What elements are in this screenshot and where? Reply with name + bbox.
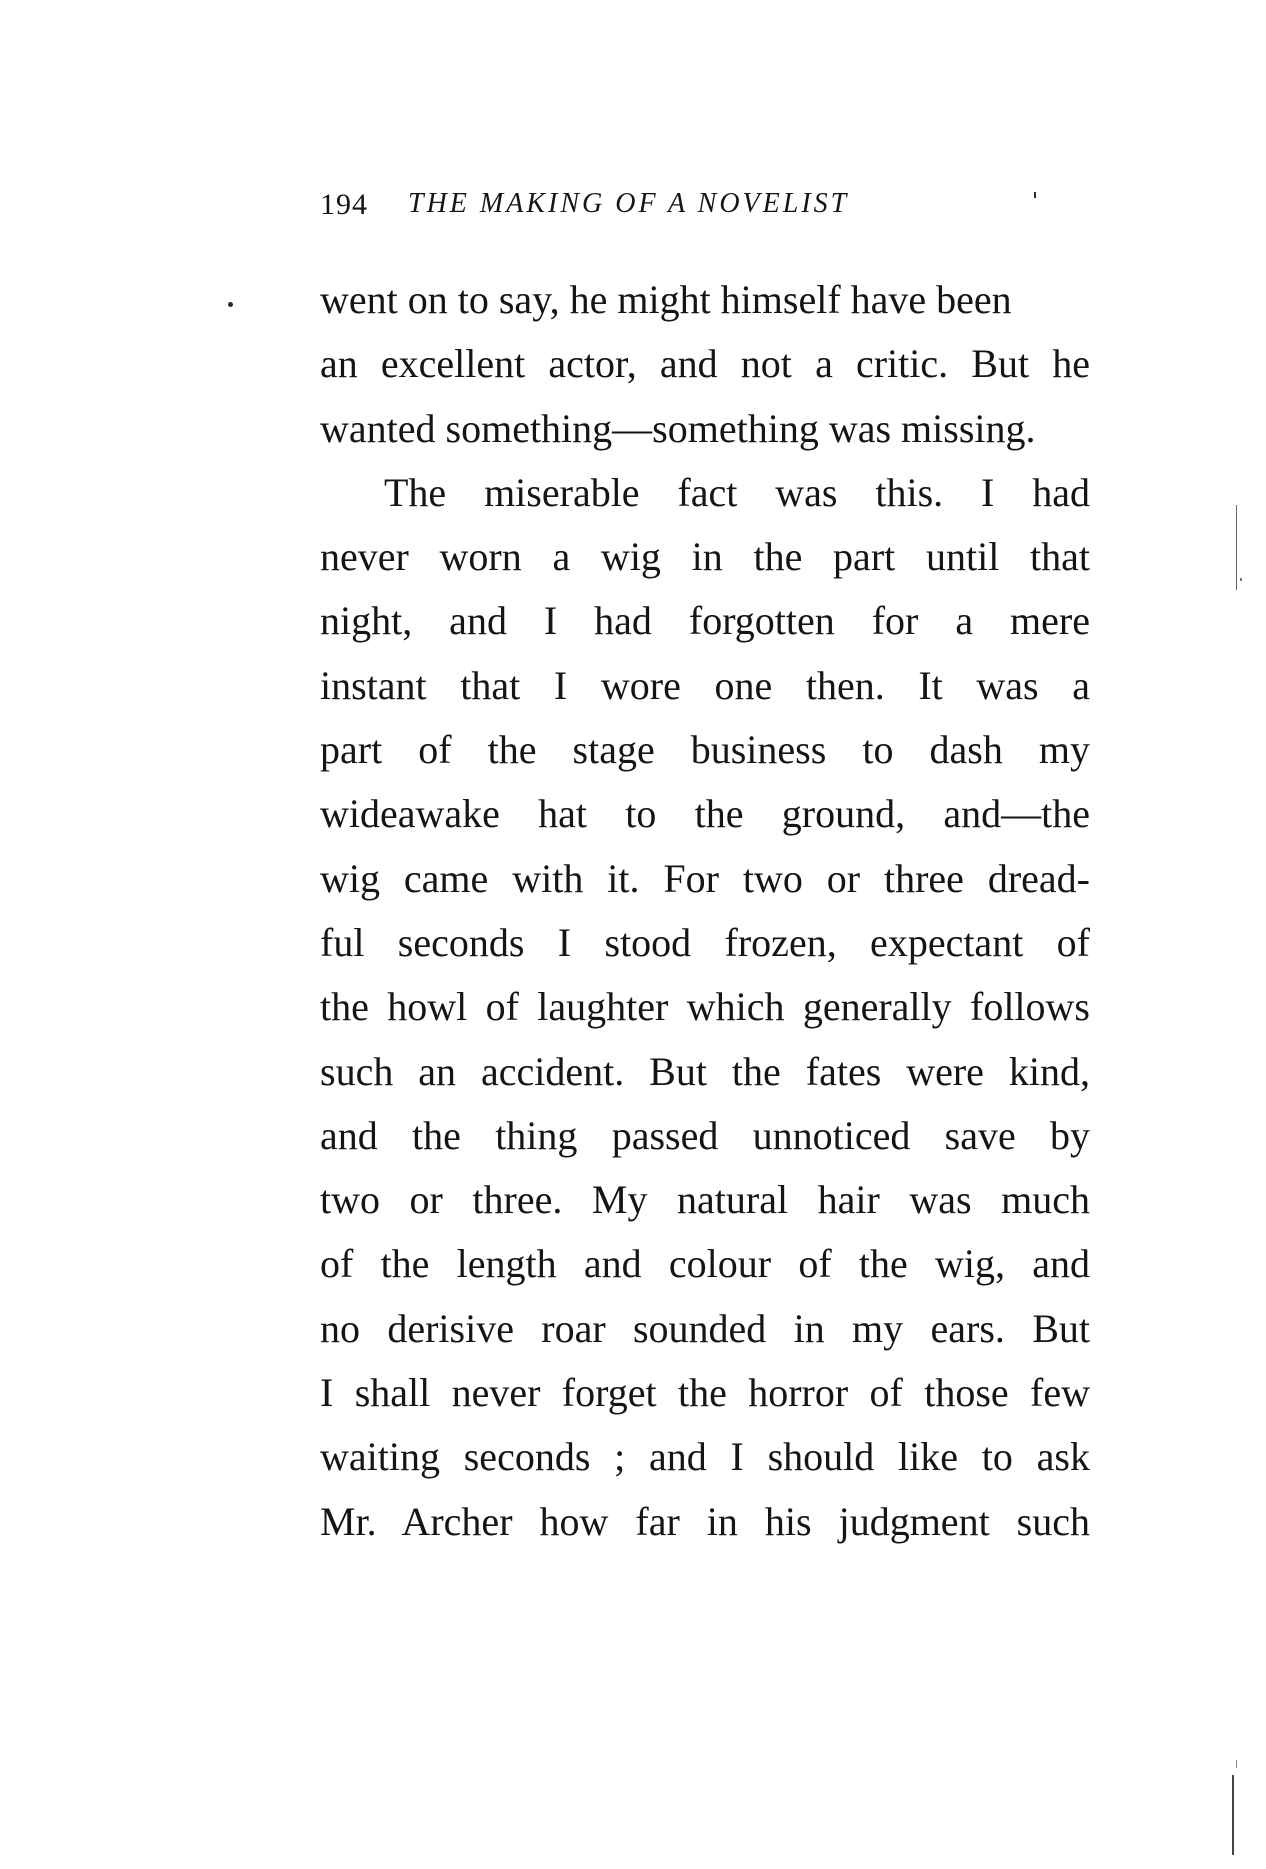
scan-edge-mark xyxy=(1236,505,1237,590)
scan-speck xyxy=(228,302,233,307)
scan-speck xyxy=(1240,578,1242,581)
text-line: waiting seconds ; and I should like to ask xyxy=(320,1434,1090,1480)
text-line: wanted something—something was missing. xyxy=(320,405,1036,451)
text-line: instant that I wore one then. It was a xyxy=(320,662,1090,708)
page-number: 194 xyxy=(320,188,368,221)
scan-speck xyxy=(1034,192,1036,198)
text-line: went on to say, he might himself have been xyxy=(320,277,1012,322)
text-line: wig came with it. For two or three dread- xyxy=(320,855,1090,901)
text-line: of the length and colour of the wig, and xyxy=(320,1241,1090,1287)
text-line: Mr. Archer how far in his judgment such xyxy=(320,1498,1090,1544)
text-line: night, and I had forgotten for a mere xyxy=(320,598,1090,644)
running-head: THE MAKING OF A NOVELIST xyxy=(408,188,850,219)
text-line: the howl of laughter which generally follows xyxy=(320,984,1090,1030)
page-header xyxy=(320,188,1080,238)
text-line: and the thing passed unnoticed save by xyxy=(320,1112,1090,1158)
scan-edge-mark xyxy=(1232,1775,1234,1855)
text-line: no derisive roar sounded in my ears. But xyxy=(320,1305,1090,1351)
text-line: an excellent actor, and not a critic. But he xyxy=(320,341,1090,387)
text-line: I shall never forget the horror of those few xyxy=(320,1370,1090,1416)
text-line: such an accident. But the fates were kind, xyxy=(320,1048,1090,1094)
scan-edge-mark xyxy=(1236,1760,1237,1768)
text-line: two or three. My natural hair was much xyxy=(320,1177,1090,1223)
body-text xyxy=(320,268,1090,1554)
text-line: ful seconds I stood frozen, expectant of xyxy=(320,919,1090,965)
text-line: part of the stage business to dash my xyxy=(320,727,1090,773)
text-line: never worn a wig in the part until that xyxy=(320,534,1090,580)
text-line: wideawake hat to the ground, and—the xyxy=(320,791,1090,837)
paragraph-first-line: The miserable fact was this. I had xyxy=(384,469,1090,515)
